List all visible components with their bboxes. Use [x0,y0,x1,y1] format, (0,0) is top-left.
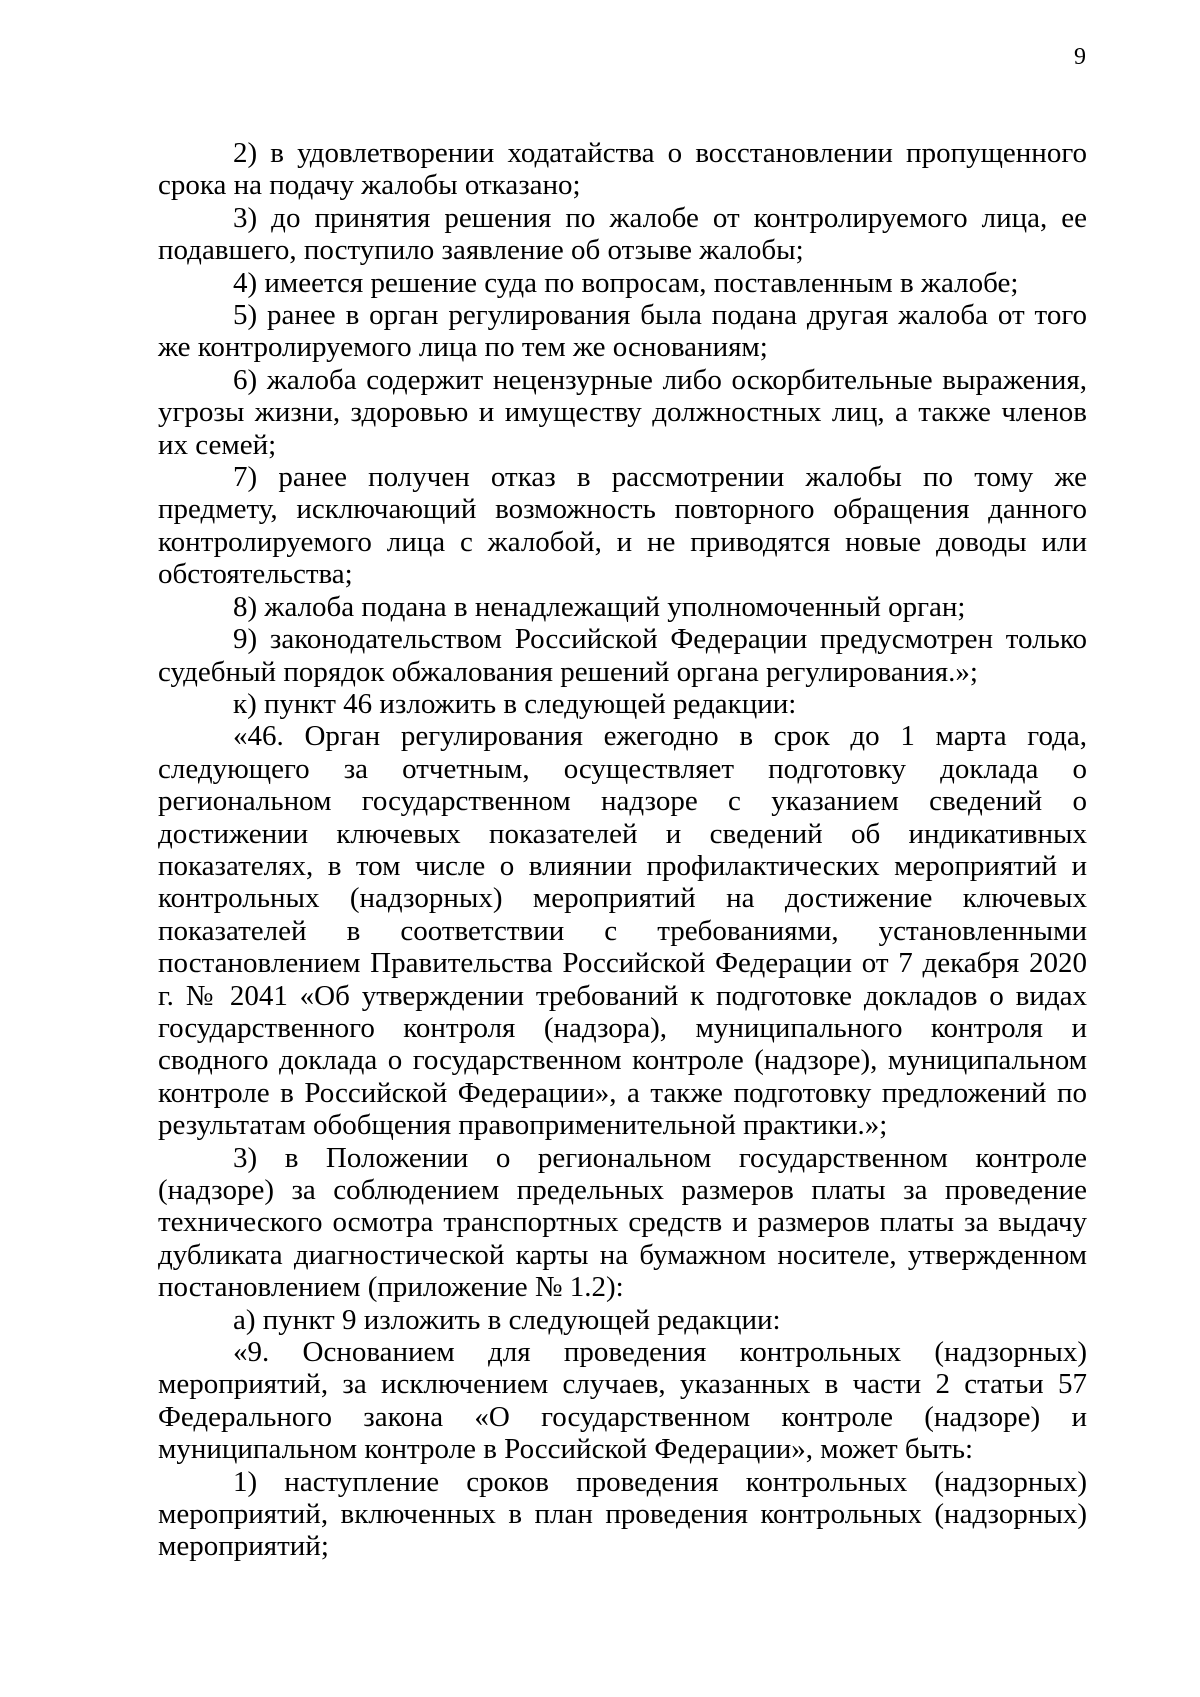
paragraph-item-2: 2) в удовлетворении ходатайства о восстановлении пропущенного срока на подачу жалобы отказано; [158,137,1087,202]
page-number: 9 [1074,44,1086,70]
paragraph-item-9: 9) законодательством Российской Федерации предусмотрен только судебный порядок обжалования решений органа регулирования.»; [158,623,1087,688]
paragraph-item-4: 4) имеется решение суда по вопросам, поставленным в жалобе; [233,266,1019,299]
paragraph-clause-46: «46. Орган регулирования ежегодно в срок до 1 марта года, следующего за отчетным, осуществляет подготовку доклада о региональном государственном надзоре с указанием сведений о достижении ключевых показателей и сведений об индикативных показателях, в том числе о влиянии профилактических мероприятий и контрольных (надзорных) мероприятий на достижение ключевых показателей в соответствии с требованиями, установленными постановлением Правительства Российской Федерации от 7 декабря 2020 г. № 2041 «Об утверждении требований к подготовке докладов о видах государственного контроля (надзора), муниципального контроля и сводного доклада о государственном контроле (надзоре), муниципальном контроле в Российской Федерации», а также подготовку предложений по результатам обобщения правоприменительной практики.»; [158,720,1087,1142]
paragraph-clause-9: «9. Основанием для проведения контрольных (надзорных) мероприятий, за исключением случаев, указанных в части 2 статьи 57 Федерального закона «О государственном контроле (надзоре) и муниципальном контроле в Российской Федерации», может быть: [158,1336,1087,1466]
paragraph-subpoint-k: к) пункт 46 изложить в следующей редакции: [233,687,797,720]
paragraph-item-7: 7) ранее получен отказ в рассмотрении жалобы по тому же предмету, исключающий возможность повторного обращения данного контролируемого лица с жалобой, и не приводятся новые доводы или обстоятельства; [158,461,1087,591]
paragraph-item-1: 1) наступление сроков проведения контрольных (надзорных) мероприятий, включенных в план проведения контрольных (надзорных) мероприятий; [158,1465,1087,1563]
paragraph-item-8: 8) жалоба подана в ненадлежащий уполномоченный орган; [233,590,966,623]
paragraph-item-3: 3) до принятия решения по жалобе от контролируемого лица, ее подавшего, поступило заявление об отзыве жалобы; [158,201,1087,267]
paragraph-point-3: 3) в Положении о региональном государственном контроле (надзоре) за соблюдением предельных размеров платы за проведение технического осмотра транспортных средств и размеров платы за выдачу дубликата диагностической карты на бумажном носителе, утвержденном постановлением (приложение № 1.2): [158,1141,1087,1304]
document-body [158,137,1087,1563]
paragraph-item-6: 6) жалоба содержит нецензурные либо оскорбительные выражения, угрозы жизни, здоровью и имуществу должностных лиц, а также членов их семей; [158,363,1087,461]
paragraph-item-5: 5) ранее в орган регулирования была подана другая жалоба от того же контролируемого лица по тем же основаниям; [158,299,1087,364]
paragraph-subpoint-a: а) пункт 9 изложить в следующей редакции: [233,1303,781,1336]
